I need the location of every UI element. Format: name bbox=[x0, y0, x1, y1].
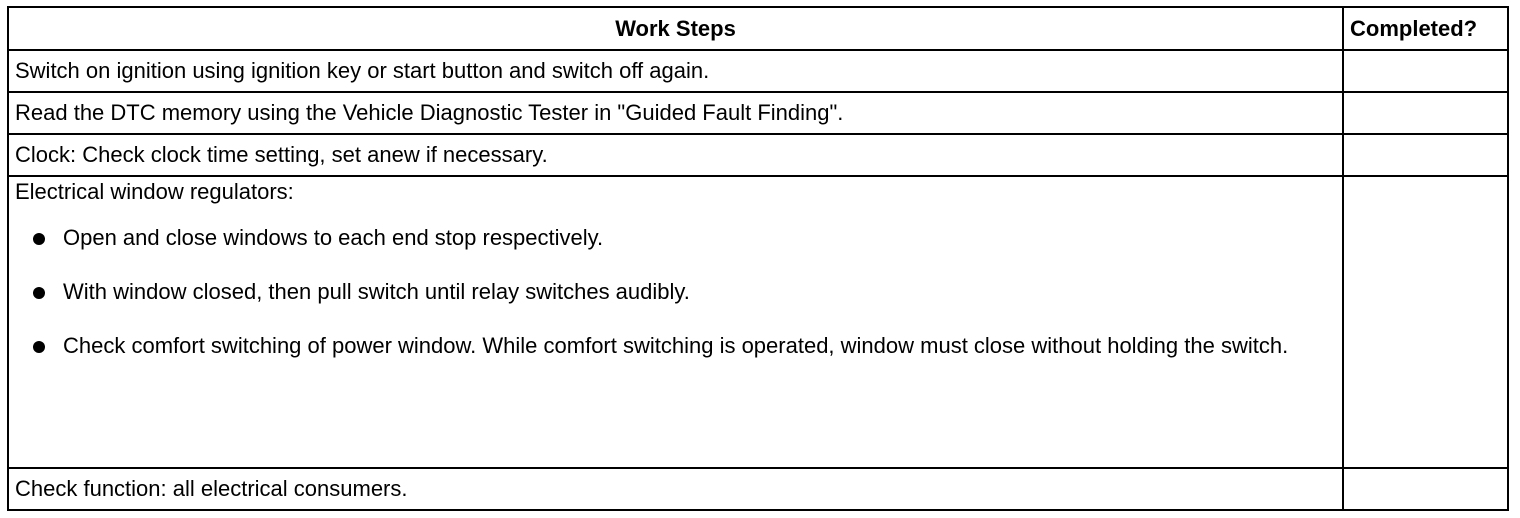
completed-cell bbox=[1343, 468, 1508, 510]
table-row bbox=[8, 468, 1508, 510]
step-text-clock: Clock: Check clock time setting, set anew if necessary. bbox=[8, 134, 1343, 176]
completed-cell bbox=[1343, 92, 1508, 134]
table-row bbox=[8, 176, 1508, 468]
table-row bbox=[8, 50, 1508, 92]
header-work-steps: Work Steps bbox=[8, 7, 1343, 50]
header-completed: Completed? bbox=[1343, 7, 1508, 50]
bullet-icon bbox=[33, 233, 45, 245]
bullet-icon bbox=[33, 287, 45, 299]
bullet-text: With window closed, then pull switch until relay switches audibly. bbox=[63, 279, 690, 304]
bullet-text: Open and close windows to each end stop respectively. bbox=[63, 225, 604, 250]
step-text-ignition: Switch on ignition using ignition key or start button and switch off again. bbox=[8, 50, 1343, 92]
bullet-text: Check comfort switching of power window. While comfort switching is operated, window must close without holding the switch. bbox=[63, 333, 1289, 358]
bullet-list bbox=[15, 223, 1336, 361]
list-item bbox=[15, 277, 1336, 307]
table-row bbox=[8, 92, 1508, 134]
completed-cell bbox=[1343, 134, 1508, 176]
step-text-dtc: Read the DTC memory using the Vehicle Diagnostic Tester in "Guided Fault Finding". bbox=[8, 92, 1343, 134]
table-header-row bbox=[8, 7, 1508, 50]
completed-cell bbox=[1343, 176, 1508, 468]
list-item bbox=[15, 331, 1336, 361]
work-steps-table bbox=[7, 6, 1509, 511]
completed-cell bbox=[1343, 50, 1508, 92]
step-text-window-regulators: Electrical window regulators: bbox=[15, 179, 294, 204]
bullet-icon bbox=[33, 341, 45, 353]
step-text-electrical-consumers: Check function: all electrical consumers. bbox=[8, 468, 1343, 510]
step-cell-window-regulators bbox=[8, 176, 1343, 468]
table-row bbox=[8, 134, 1508, 176]
list-item bbox=[15, 223, 1336, 253]
